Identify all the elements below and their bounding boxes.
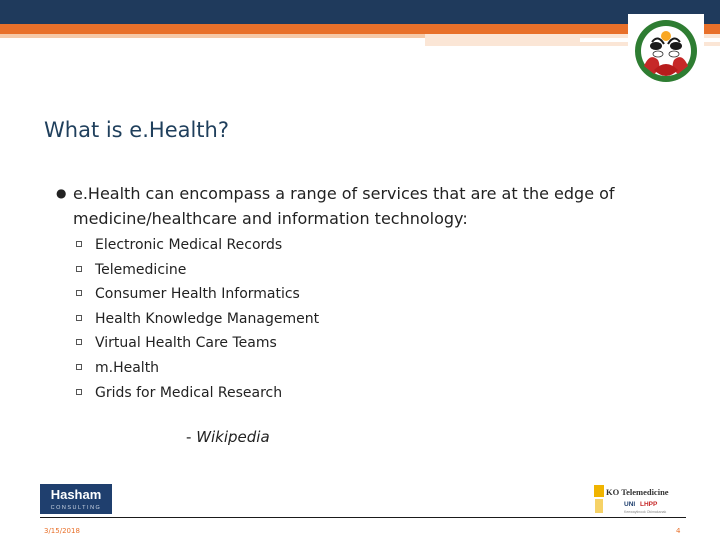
hasham-logo-name: Hasham [50,487,102,502]
ko-telemedicine-logo [592,483,686,517]
medicine-wheel-logo [628,14,704,84]
footer-date: 3/15/2018 [44,527,80,535]
hollow-square-bullet-icon [76,266,82,272]
list-item-label: Telemedicine [95,261,187,278]
hollow-square-bullet-icon [76,241,82,247]
list-item-label: Electronic Medical Records [95,237,283,253]
hasham-consulting-logo [40,484,112,514]
list-item-label: Health Knowledge Management [95,310,320,327]
slide-title: What is e.Health? [44,118,230,142]
list-item-label: Consumer Health Informatics [95,286,300,303]
list-item-label: Virtual Health Care Teams [95,335,277,352]
list-item-label: m.Health [95,359,160,376]
attribution-source: Wikipedia [196,428,270,446]
list-item-label: Grids for Medical Research [95,384,283,401]
ko-logo-sub2: LHPP [640,501,658,508]
hollow-square-bullet-icon [76,315,82,321]
ko-logo-sub1: UNI [624,501,636,508]
bullet-dot-icon: ● [56,186,67,200]
hollow-square-bullet-icon [76,364,82,370]
hollow-square-bullet-icon [76,339,82,345]
header-band [0,0,720,24]
hollow-square-bullet-icon [76,389,82,395]
header-accent-bar [0,24,720,34]
attribution-dash: - [186,428,197,446]
footer-divider [40,517,686,518]
hasham-logo-sub: CONSULTING [50,505,102,511]
main-bullet-text: e.Health can encompass a range of services that are at the edge of medicine/healthcare and information technology: [73,184,615,228]
hollow-square-bullet-icon [76,290,82,296]
ko-logo-name: KO Telemedicine [606,487,669,497]
ko-logo-tagline: Keewaytinook Okimakanak [624,510,667,514]
attribution [186,428,270,446]
page-number: 4 [676,527,681,535]
